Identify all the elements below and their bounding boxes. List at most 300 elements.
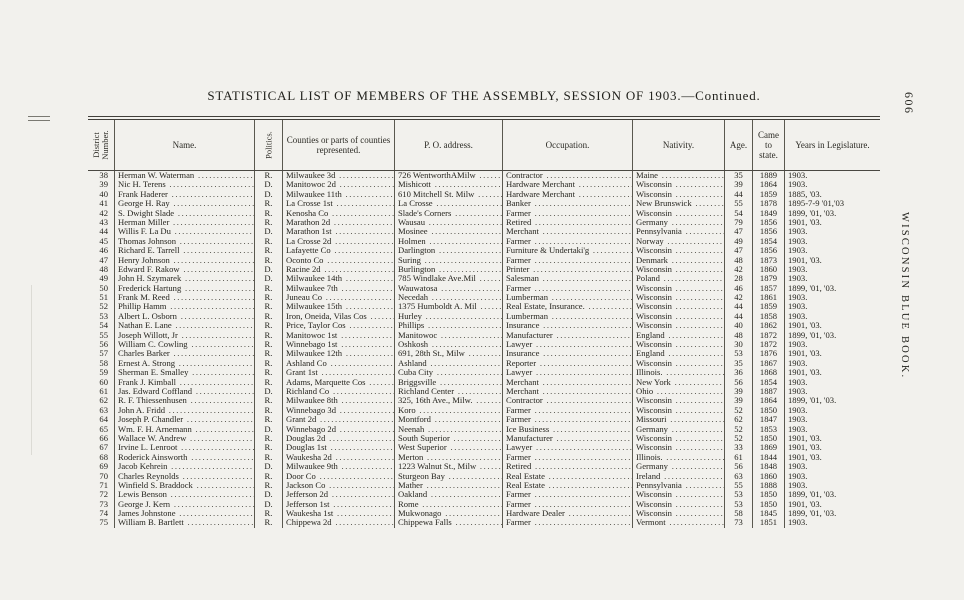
cell-counties: Jackson Co ..... [282, 481, 394, 490]
table-row [88, 368, 880, 377]
cell-occupation: Manufacturer ..... [502, 331, 632, 340]
cell-came-to-state: 1856 [752, 227, 784, 236]
cell-nativity: Wisconsin ..... [632, 509, 724, 518]
cell-name: Sherman E. Smalley ..... [114, 368, 254, 377]
table-row [88, 406, 880, 415]
cell-name: George H. Ray ..... [114, 199, 254, 208]
cell-po-address: Suring ..... [394, 256, 502, 265]
table-row [88, 518, 880, 527]
left-rule-stub [28, 116, 50, 121]
cell-age: 35 [724, 359, 752, 368]
cell-politics: R. [254, 434, 282, 443]
cell-district-number: 59 [99, 368, 108, 378]
cell-counties: Jefferson 1st ..... [282, 500, 394, 509]
cell-po-address: Merton ..... [394, 453, 502, 462]
cell-came-to-state: 1869 [752, 443, 784, 452]
cell-po-address: Necedah ..... [394, 293, 502, 302]
cell-occupation: Printer ..... [502, 265, 632, 274]
header-counties: Counties or parts of counties represented. [282, 120, 394, 170]
cell-po-address: Montford ..... [394, 415, 502, 424]
cell-po-address: 785 Windlake Ave.Mil ..... [394, 274, 502, 283]
cell-came-to-state: 1847 [752, 415, 784, 424]
cell-politics: R. [254, 256, 282, 265]
cell-politics: D. [254, 387, 282, 396]
cell-nativity: Wisconsin ..... [632, 293, 724, 302]
cell-years-in-legislature: 1901, '03. [784, 349, 880, 358]
cell-district-number: 41 [99, 199, 108, 209]
cell-age: 40 [724, 321, 752, 330]
cell-district-number: 66 [99, 433, 108, 443]
cell-district-number: 44 [99, 227, 108, 237]
cell-years-in-legislature: 1901, '03. [784, 218, 880, 227]
page-number: 606 [902, 92, 916, 115]
cell-age: 44 [724, 302, 752, 311]
cell-counties: Douglas 1st ..... [282, 443, 394, 452]
cell-name: Frederick Hartung ..... [114, 284, 254, 293]
cell-age: 55 [724, 481, 752, 490]
cell-name: Henry Johnson ..... [114, 256, 254, 265]
table-row [88, 180, 880, 189]
cell-came-to-state: 1868 [752, 368, 784, 377]
cell-name: Wm. F. H. Arnemann ..... [114, 425, 254, 434]
cell-nativity: Wisconsin ..... [632, 321, 724, 330]
cell-years-in-legislature: 1899, '01, '03. [784, 396, 880, 405]
cell-came-to-state: 1864 [752, 396, 784, 405]
cell-politics: R. [254, 349, 282, 358]
cell-name: Albert L. Osborn ..... [114, 312, 254, 321]
cell-counties: Milwaukee 8th ..... [282, 396, 394, 405]
cell-nativity: Germany ..... [632, 218, 724, 227]
cell-came-to-state: 1850 [752, 500, 784, 509]
cell-age: 35 [724, 171, 752, 180]
cell-years-in-legislature: 1903. [784, 171, 880, 180]
cell-age: 42 [724, 265, 752, 274]
cell-came-to-state: 1854 [752, 378, 784, 387]
cell-name: Wallace W. Andrew ..... [114, 434, 254, 443]
table-row [88, 171, 880, 180]
cell-nativity: Poland ..... [632, 274, 724, 283]
cell-po-address: Koro ..... [394, 406, 502, 415]
cell-occupation: Farmer ..... [502, 415, 632, 424]
cell-came-to-state: 1844 [752, 453, 784, 462]
cell-years-in-legislature: 1903. [784, 302, 880, 311]
cell-years-in-legislature: 1901, '03. [784, 434, 880, 443]
cell-po-address: Phillips ..... [394, 321, 502, 330]
cell-politics: R. [254, 340, 282, 349]
cell-came-to-state: 1857 [752, 284, 784, 293]
cell-district-number: 47 [99, 255, 108, 265]
cell-name: Edward F. Rakow ..... [114, 265, 254, 274]
cell-name: Nathan E. Lane ..... [114, 321, 254, 330]
cell-age: 62 [724, 415, 752, 424]
cell-counties: Juneau Co ..... [282, 293, 394, 302]
table-row [88, 190, 880, 199]
cell-po-address: Mosinee ..... [394, 227, 502, 236]
cell-years-in-legislature: 1903. [784, 293, 880, 302]
cell-politics: R. [254, 321, 282, 330]
cell-came-to-state: 1872 [752, 331, 784, 340]
cell-name: James Johnstone ..... [114, 509, 254, 518]
cell-po-address: 691, 28th St., Milw ..... [394, 349, 502, 358]
cell-nativity: Germany ..... [632, 425, 724, 434]
cell-name: John H. Szymarek ..... [114, 274, 254, 283]
cell-nativity: Vermont ..... [632, 518, 724, 527]
cell-years-in-legislature: 1903. [784, 406, 880, 415]
cell-nativity: Wisconsin ..... [632, 443, 724, 452]
cell-came-to-state: 1856 [752, 218, 784, 227]
table-row [88, 293, 880, 302]
cell-counties: Winnebago 2d ..... [282, 425, 394, 434]
cell-po-address: Manitowoc ..... [394, 331, 502, 340]
table-row [88, 509, 880, 518]
cell-name: Joseph Willott, Jr ..... [114, 331, 254, 340]
cell-occupation: Lawyer ..... [502, 340, 632, 349]
cell-counties: Winnebago 3d ..... [282, 406, 394, 415]
cell-occupation: Furniture & Undertaki'g ..... [502, 246, 632, 255]
cell-years-in-legislature: 1903. [784, 180, 880, 189]
cell-nativity: New Brunswick ..... [632, 199, 724, 208]
cell-occupation: Farmer ..... [502, 500, 632, 509]
cell-age: 56 [724, 378, 752, 387]
cell-nativity: Wisconsin ..... [632, 209, 724, 218]
cell-district-number: 52 [99, 302, 108, 312]
cell-counties: Kenosha Co ..... [282, 209, 394, 218]
cell-counties: Milwaukee 15th ..... [282, 302, 394, 311]
cell-came-to-state: 1850 [752, 434, 784, 443]
cell-years-in-legislature: 1901, '03. [784, 368, 880, 377]
cell-occupation: Hardware Dealer ..... [502, 509, 632, 518]
cell-years-in-legislature: 1903. [784, 274, 880, 283]
page-title: STATISTICAL LIST OF MEMBERS OF THE ASSEMBLY, SESSION OF 1903.—Continued. [207, 88, 761, 103]
cell-nativity: Wisconsin ..... [632, 396, 724, 405]
cell-po-address: Mather ..... [394, 481, 502, 490]
cell-years-in-legislature: 1895-7-9 '01,'03 [784, 199, 880, 208]
cell-district-number: 68 [99, 452, 108, 462]
cell-name: S. Dwight Slade ..... [114, 209, 254, 218]
cell-age: 36 [724, 368, 752, 377]
cell-name: William B. Bartlett ..... [114, 518, 254, 527]
cell-counties: Chippewa 2d ..... [282, 518, 394, 527]
cell-nativity: New York ..... [632, 378, 724, 387]
gutter-shadow [31, 285, 32, 455]
cell-name: Jas. Edward Coffland ..... [114, 387, 254, 396]
cell-counties: Manitowoc 1st ..... [282, 331, 394, 340]
table-row [88, 443, 880, 452]
cell-occupation: Retired ..... [502, 462, 632, 471]
cell-age: 53 [724, 490, 752, 499]
table-row [88, 481, 880, 490]
cell-name: Richard E. Tarrell ..... [114, 246, 254, 255]
cell-counties: Waukesha 1st ..... [282, 509, 394, 518]
table-row [88, 199, 880, 208]
cell-district-number: 61 [99, 386, 108, 396]
table-row [88, 312, 880, 321]
table-row [88, 387, 880, 396]
cell-po-address: 325, 16th Ave., Milw. ..... [394, 396, 502, 405]
cell-po-address: Darlington ..... [394, 246, 502, 255]
cell-po-address: Richland Center ..... [394, 387, 502, 396]
cell-name: Ernest A. Strong ..... [114, 359, 254, 368]
cell-name: Jacob Kehrein ..... [114, 462, 254, 471]
cell-nativity: Illinois. ..... [632, 368, 724, 377]
cell-district-number: 56 [99, 340, 108, 350]
cell-politics: D. [254, 227, 282, 236]
cell-politics: R. [254, 359, 282, 368]
table-row [88, 302, 880, 311]
cell-counties: Racine 2d ..... [282, 265, 394, 274]
cell-politics: R. [254, 396, 282, 405]
cell-politics: R. [254, 443, 282, 452]
cell-nativity: Norway ..... [632, 237, 724, 246]
header-name: Name. [114, 120, 254, 170]
cell-nativity: Wisconsin ..... [632, 340, 724, 349]
cell-came-to-state: 1854 [752, 237, 784, 246]
cell-nativity: Wisconsin ..... [632, 312, 724, 321]
table-row [88, 237, 880, 246]
cell-politics: R. [254, 378, 282, 387]
cell-po-address: Wausau ..... [394, 218, 502, 227]
table-row [88, 340, 880, 349]
cell-occupation: Lawyer ..... [502, 368, 632, 377]
cell-came-to-state: 1860 [752, 265, 784, 274]
cell-district-number: 39 [99, 180, 108, 190]
cell-years-in-legislature: 1903. [784, 378, 880, 387]
cell-nativity: Wisconsin ..... [632, 180, 724, 189]
cell-nativity: Maine ..... [632, 171, 724, 180]
cell-nativity: Denmark ..... [632, 256, 724, 265]
cell-years-in-legislature: 1901, '03. [784, 453, 880, 462]
cell-age: 73 [724, 518, 752, 527]
cell-years-in-legislature: 1903. [784, 472, 880, 481]
cell-politics: D. [254, 425, 282, 434]
cell-po-address: 1223 Walnut St., Milw ..... [394, 462, 502, 471]
cell-counties: Iron, Oneida, Vilas Cos ..... [282, 312, 394, 321]
cell-politics: R. [254, 406, 282, 415]
cell-counties: Milwaukee 9th ..... [282, 462, 394, 471]
cell-came-to-state: 1851 [752, 518, 784, 527]
cell-nativity: England ..... [632, 349, 724, 358]
cell-po-address: Cuba City ..... [394, 368, 502, 377]
cell-po-address: Briggsville ..... [394, 378, 502, 387]
table-row [88, 396, 880, 405]
cell-name: Charles Reynolds ..... [114, 472, 254, 481]
cell-po-address: Holmen ..... [394, 237, 502, 246]
cell-name: Nic H. Terens ..... [114, 180, 254, 189]
cell-years-in-legislature: 1901, '03. [784, 256, 880, 265]
table-row [88, 415, 880, 424]
cell-years-in-legislature: 1903. [784, 312, 880, 321]
cell-age: 48 [724, 256, 752, 265]
cell-politics: R. [254, 171, 282, 180]
cell-politics: R. [254, 218, 282, 227]
cell-years-in-legislature: 1899, '01, '03. [784, 509, 880, 518]
cell-counties: Milwaukee 11th ..... [282, 190, 394, 199]
cell-occupation: Lumberman ..... [502, 293, 632, 302]
cell-po-address: Neenah ..... [394, 425, 502, 434]
header-po-address: P. O. address. [394, 120, 502, 170]
cell-came-to-state: 1876 [752, 349, 784, 358]
cell-district-number: 67 [99, 443, 108, 453]
cell-occupation: Contractor ..... [502, 171, 632, 180]
cell-po-address: West Superior ..... [394, 443, 502, 452]
cell-district-number: 42 [99, 208, 108, 218]
cell-years-in-legislature: 1901, '03. [784, 500, 880, 509]
header-age: Age. [724, 120, 752, 170]
cell-politics: D. [254, 180, 282, 189]
cell-po-address: 726 WentworthAMilw ..... [394, 171, 502, 180]
cell-age: 53 [724, 349, 752, 358]
cell-nativity: Wisconsin ..... [632, 490, 724, 499]
cell-occupation: Real Estate ..... [502, 481, 632, 490]
cell-occupation: Banker ..... [502, 199, 632, 208]
cell-name: Roderick Ainsworth ..... [114, 453, 254, 462]
cell-district-number: 40 [99, 189, 108, 199]
cell-age: 44 [724, 312, 752, 321]
cell-occupation: Farmer ..... [502, 453, 632, 462]
cell-came-to-state: 1849 [752, 209, 784, 218]
table-row [88, 227, 880, 236]
header-nativity: Nativity. [632, 120, 724, 170]
cell-district-number: 45 [99, 236, 108, 246]
cell-nativity: Wisconsin ..... [632, 284, 724, 293]
cell-counties: Waukesha 2d ..... [282, 453, 394, 462]
cell-nativity: Wisconsin ..... [632, 302, 724, 311]
cell-politics: R. [254, 415, 282, 424]
cell-came-to-state: 1850 [752, 490, 784, 499]
cell-nativity: Wisconsin ..... [632, 434, 724, 443]
cell-years-in-legislature: 1903. [784, 359, 880, 368]
cell-came-to-state: 1888 [752, 481, 784, 490]
cell-district-number: 50 [99, 283, 108, 293]
cell-occupation: Hardware Merchant ..... [502, 180, 632, 189]
cell-counties: Door Co ..... [282, 472, 394, 481]
cell-district-number: 55 [99, 330, 108, 340]
cell-occupation: Merchant ..... [502, 378, 632, 387]
cell-po-address: Sturgeon Bay ..... [394, 472, 502, 481]
cell-occupation: Insurance ..... [502, 321, 632, 330]
cell-district-number: 43 [99, 217, 108, 227]
cell-name: Irvine L. Lenroot ..... [114, 443, 254, 452]
cell-occupation: Farmer ..... [502, 518, 632, 527]
table-row [88, 331, 880, 340]
cell-came-to-state: 1887 [752, 387, 784, 396]
table-row [88, 209, 880, 218]
cell-politics: R. [254, 209, 282, 218]
cell-nativity: England ..... [632, 331, 724, 340]
cell-counties: Milwaukee 14th ..... [282, 274, 394, 283]
cell-po-address: Ashland ..... [394, 359, 502, 368]
cell-politics: D. [254, 265, 282, 274]
cell-name: R. F. Thiessenhusen ..... [114, 396, 254, 405]
cell-name: Lewis Benson ..... [114, 490, 254, 499]
cell-came-to-state: 1850 [752, 406, 784, 415]
cell-age: 28 [724, 274, 752, 283]
table-row [88, 434, 880, 443]
cell-po-address: La Crosse ..... [394, 199, 502, 208]
cell-politics: R. [254, 509, 282, 518]
cell-po-address: South Superior ..... [394, 434, 502, 443]
table-row [88, 359, 880, 368]
table-row [88, 462, 880, 471]
cell-counties: Ashland Co ..... [282, 359, 394, 368]
cell-occupation: Hardware Merchant ..... [502, 190, 632, 199]
cell-age: 63 [724, 472, 752, 481]
cell-counties: La Crosse 2d ..... [282, 237, 394, 246]
cell-name: Charles Barker ..... [114, 349, 254, 358]
cell-politics: R. [254, 481, 282, 490]
cell-occupation: Farmer ..... [502, 490, 632, 499]
cell-name: Phillip Hamm ..... [114, 302, 254, 311]
cell-po-address: Chippewa Falls ..... [394, 518, 502, 527]
cell-nativity: Ireland ..... [632, 472, 724, 481]
cell-nativity: Wisconsin ..... [632, 265, 724, 274]
cell-occupation: Merchant ..... [502, 387, 632, 396]
table-row [88, 378, 880, 387]
cell-district-number: 75 [99, 518, 108, 528]
cell-age: 58 [724, 509, 752, 518]
cell-age: 39 [724, 180, 752, 189]
cell-occupation: Farmer ..... [502, 284, 632, 293]
cell-nativity: Wisconsin ..... [632, 359, 724, 368]
header-occupation: Occupation. [502, 120, 632, 170]
cell-district-number: 70 [99, 471, 108, 481]
cell-po-address: Mishicott ..... [394, 180, 502, 189]
table-row [88, 246, 880, 255]
cell-district-number: 51 [99, 293, 108, 303]
cell-counties: Manitowoc 2d ..... [282, 180, 394, 189]
cell-counties: Milwaukee 3d ..... [282, 171, 394, 180]
cell-came-to-state: 1859 [752, 190, 784, 199]
cell-occupation: Reporter ..... [502, 359, 632, 368]
cell-years-in-legislature: 1903. [784, 246, 880, 255]
header-came-to-state: Came to state. [752, 120, 784, 170]
cell-age: 52 [724, 406, 752, 415]
cell-counties: Price, Taylor Cos ..... [282, 321, 394, 330]
table-row [88, 218, 880, 227]
cell-counties: Jefferson 2d ..... [282, 490, 394, 499]
cell-occupation: Real Estate, Insurance. ..... [502, 302, 632, 311]
cell-came-to-state: 1873 [752, 256, 784, 265]
cell-came-to-state: 1845 [752, 509, 784, 518]
cell-age: 52 [724, 425, 752, 434]
header-politics: Politics. [254, 120, 282, 170]
cell-name: John A. Fridd ..... [114, 406, 254, 415]
cell-district-number: 69 [99, 462, 108, 472]
cell-name: George J. Kern ..... [114, 500, 254, 509]
cell-occupation: Insurance ..... [502, 349, 632, 358]
cell-politics: D. [254, 274, 282, 283]
cell-came-to-state: 1856 [752, 246, 784, 255]
cell-politics: R. [254, 199, 282, 208]
cell-counties: Marathon 2d ..... [282, 218, 394, 227]
cell-years-in-legislature: 1903. [784, 415, 880, 424]
cell-district-number: 73 [99, 499, 108, 509]
cell-age: 53 [724, 500, 752, 509]
cell-counties: Grant 2d ..... [282, 415, 394, 424]
cell-age: 52 [724, 434, 752, 443]
cell-district-number: 49 [99, 274, 108, 284]
cell-district-number: 53 [99, 311, 108, 321]
cell-counties: Oconto Co ..... [282, 256, 394, 265]
cell-politics: D. [254, 500, 282, 509]
cell-district-number: 46 [99, 246, 108, 256]
cell-district-number: 74 [99, 509, 108, 519]
cell-occupation: Ice Business ..... [502, 425, 632, 434]
cell-occupation: Farmer ..... [502, 209, 632, 218]
cell-occupation: Salesman ..... [502, 274, 632, 283]
cell-came-to-state: 1867 [752, 359, 784, 368]
cell-age: 47 [724, 246, 752, 255]
